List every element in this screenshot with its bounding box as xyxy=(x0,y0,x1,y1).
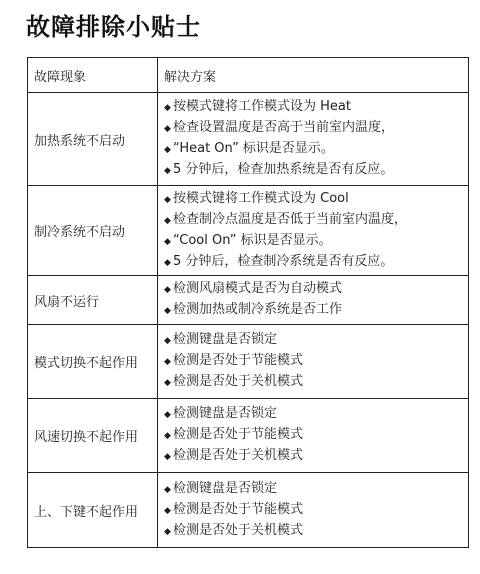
solution-item xyxy=(164,404,468,425)
diamond-bullet-icon: ◆ xyxy=(164,166,171,176)
solution-item xyxy=(164,425,468,446)
diamond-bullet-icon: ◆ xyxy=(164,257,171,268)
solution-text: 检测是否处于节能模式 xyxy=(173,353,304,368)
problem-cell: 风速切换不起作用 xyxy=(28,399,158,473)
problem-cell: 风扇不运行 xyxy=(28,276,158,325)
solution-item xyxy=(164,189,468,210)
solution-item xyxy=(164,521,468,542)
header-solution: 解决方案 xyxy=(158,58,469,93)
solution-text: 检测是否处于关机模式 xyxy=(173,448,304,463)
diamond-bullet-icon: ◆ xyxy=(164,378,171,388)
problem-cell: 上、下键不起作用 xyxy=(28,473,158,548)
diamond-bullet-icon: ◆ xyxy=(164,103,171,113)
diamond-bullet-icon: ◆ xyxy=(164,410,171,420)
solution-item xyxy=(164,500,468,521)
page-title: 故障排除小贴士 xyxy=(26,13,201,41)
solution-list xyxy=(164,330,468,393)
solution-item xyxy=(164,160,468,181)
solution-list xyxy=(164,279,468,321)
solution-text: 5 分钟后，检查加热系统是否有反应。 xyxy=(173,162,394,177)
solution-list xyxy=(164,479,468,542)
solution-item xyxy=(164,330,468,351)
solution-text: 按模式键将工作模式设为 Heat xyxy=(173,99,351,114)
solution-item xyxy=(164,139,468,160)
solution-item xyxy=(164,252,468,273)
table-row xyxy=(28,186,469,276)
solution-item xyxy=(164,279,468,300)
table-row xyxy=(28,276,469,325)
solution-text: 检测键盘是否锁定 xyxy=(173,332,278,347)
solution-item xyxy=(164,231,468,252)
solution-cell xyxy=(158,93,469,186)
solution-list xyxy=(164,189,468,273)
table-header-row xyxy=(28,58,469,93)
solution-cell xyxy=(158,325,469,399)
solution-text: “Heat On” 标识是否显示。 xyxy=(173,141,334,156)
table-row xyxy=(28,399,469,473)
solution-item xyxy=(164,300,468,321)
solution-text: 5 分钟后，检查制冷系统是否有反应。 xyxy=(173,253,394,269)
solution-text: 检测键盘是否锁定 xyxy=(173,480,278,496)
solution-list xyxy=(164,97,468,181)
solution-text: 检测是否处于节能模式 xyxy=(173,427,304,442)
diamond-bullet-icon: ◆ xyxy=(164,336,171,346)
diamond-bullet-icon: ◆ xyxy=(164,452,171,462)
solution-item xyxy=(164,210,468,231)
solution-text: 检测是否处于关机模式 xyxy=(173,522,304,538)
problem-cell: 制冷系统不启动 xyxy=(28,186,158,276)
table-row xyxy=(28,473,469,548)
solution-text: 检查制冷点温度是否低于当前室内温度， xyxy=(173,211,408,227)
solution-text: 检查设置温度是否高于当前室内温度， xyxy=(173,120,395,135)
solution-text: 检测是否处于节能模式 xyxy=(173,501,304,517)
solution-text: “Cool On” 标识是否显示。 xyxy=(173,232,332,248)
solution-item xyxy=(164,479,468,500)
solution-text: 检测键盘是否锁定 xyxy=(173,406,278,421)
diamond-bullet-icon: ◆ xyxy=(164,431,171,441)
solution-text: 检测风扇模式是否为自动模式 xyxy=(173,281,343,296)
solution-text: 检测加热或制冷系统是否工作 xyxy=(173,302,343,317)
diamond-bullet-icon: ◆ xyxy=(164,526,171,537)
table-row xyxy=(28,325,469,399)
diamond-bullet-icon: ◆ xyxy=(164,306,171,316)
diamond-bullet-icon: ◆ xyxy=(164,505,171,516)
diamond-bullet-icon: ◆ xyxy=(164,215,171,226)
problem-cell: 模式切换不起作用 xyxy=(28,325,158,399)
solution-item xyxy=(164,446,468,467)
solution-item xyxy=(164,351,468,372)
diamond-bullet-icon: ◆ xyxy=(164,484,171,495)
solution-text: 按模式键将工作模式设为 Cool xyxy=(173,190,349,206)
diamond-bullet-icon: ◆ xyxy=(164,236,171,247)
solution-item xyxy=(164,372,468,393)
solution-cell xyxy=(158,473,469,548)
solution-cell xyxy=(158,399,469,473)
header-problem: 故障现象 xyxy=(28,58,158,93)
solution-cell xyxy=(158,186,469,276)
diamond-bullet-icon: ◆ xyxy=(164,124,171,134)
solution-cell xyxy=(158,276,469,325)
problem-cell: 加热系统不启动 xyxy=(28,93,158,186)
diamond-bullet-icon: ◆ xyxy=(164,145,171,155)
troubleshooting-table xyxy=(27,57,469,548)
solution-text: 检测是否处于关机模式 xyxy=(173,374,304,389)
diamond-bullet-icon: ◆ xyxy=(164,285,171,295)
table-row xyxy=(28,93,469,186)
diamond-bullet-icon: ◆ xyxy=(164,194,171,205)
solution-item xyxy=(164,118,468,139)
diamond-bullet-icon: ◆ xyxy=(164,357,171,367)
solution-list xyxy=(164,404,468,467)
solution-item xyxy=(164,97,468,118)
